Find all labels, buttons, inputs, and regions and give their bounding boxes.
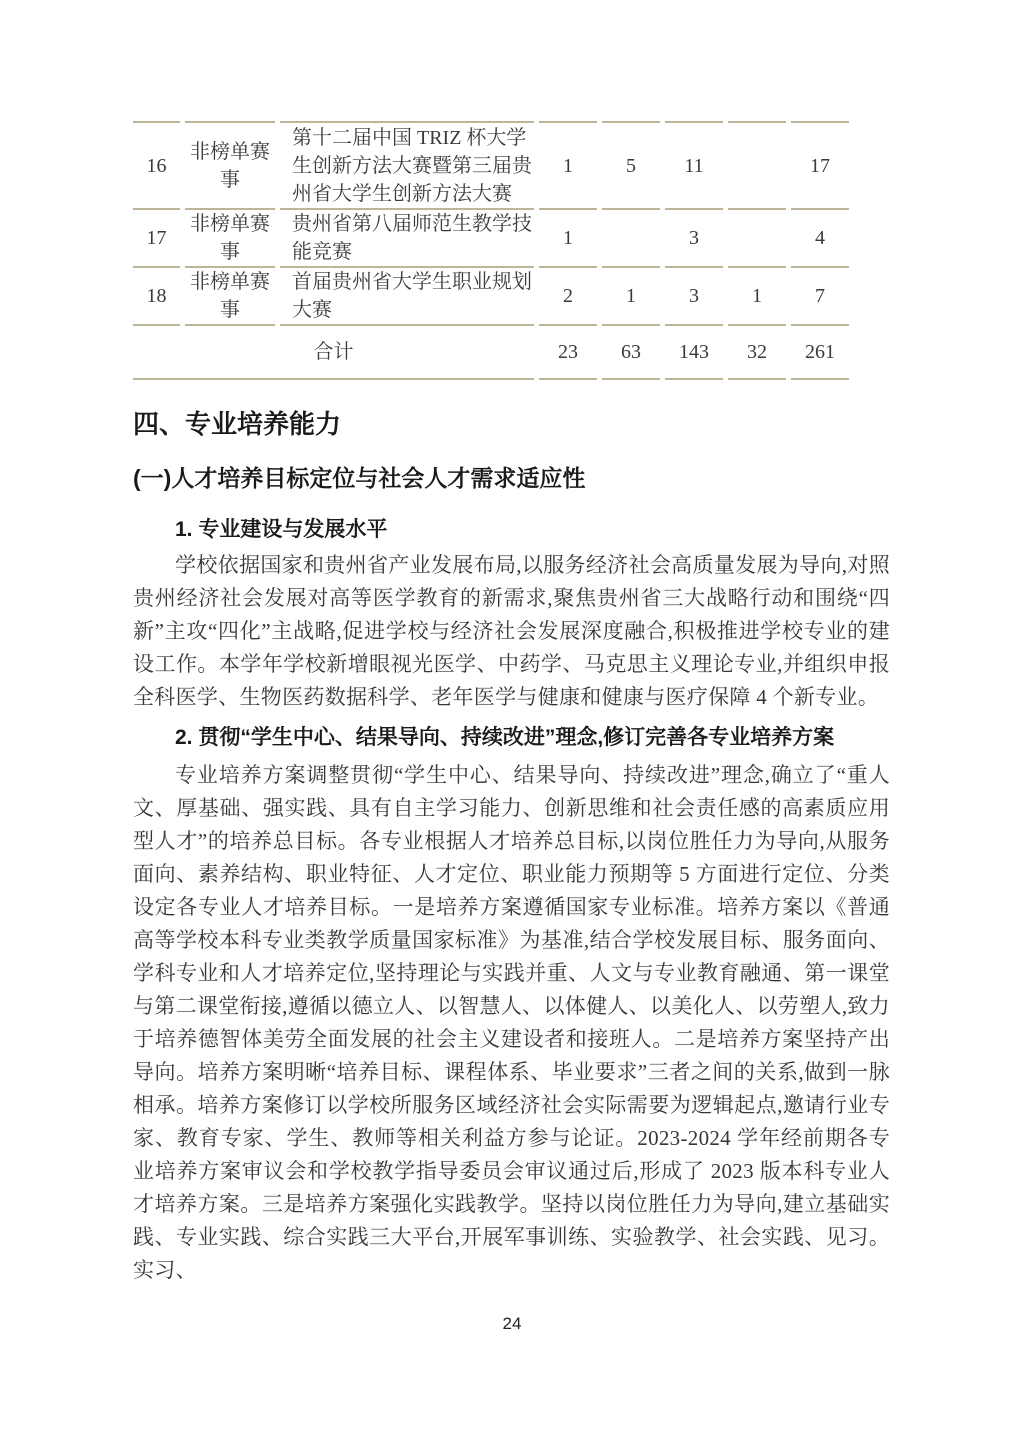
paragraph-2: 专业培养方案调整贯彻“学生中心、结果导向、持续改进”理念,确立了“重人文、厚基础、强实践、具有自主学习能力、创新思维和社会责任感的高素质应用型人才”的培养总目标。各专业根据人才培养总目标,以岗位胜任力为导向,从服务面向、素养结构、职业特征、人才定位、职业能力预期等 5 方面进行定位、分类设定各专业人才培养目标。一是培养方案遵循国家专业标准。培养方案以《普通高等学校本科专业类教学质量国家标准》为基准,结合学校发展目标、服务面向、学科专业和人才培养定位,坚持理论与实践并重、人文与专业教育融通、第一课堂与第二课堂衔接,遵循以德立人、以智慧人、以体健人、以美化人、以劳塑人,致力于培养德智体美劳全面发展的社会主义建设者和接班人。二是培养方案坚持产出导向。培养方案明晰“培养目标、课程体系、毕业要求”三者之间的关系,做到一脉相承。培养方案修订以学校所服务区域经济社会实际需要为逻辑起点,邀请行业专家、教育专家、学生、教师等相关利益方参与论证。2023-2024 学年经前期各专业培养方案审议会和学校教学指导委员会审议通过后,形成了 2023 版本科专业人才培养方案。三是培养方案强化实践教学。坚持以岗位胜任力为导向,建立基础实践、专业实践、综合实践三大平台,开展军事训练、实验教学、社会实践、见习。实习、 bbox=[133, 763, 890, 1282]
cell-value: 1 bbox=[539, 121, 597, 210]
cell-value: 5 bbox=[602, 121, 660, 210]
cell-competition-name: 第十二届中国 TRIZ 杯大学生创新方法大赛暨第三届贵州省大学生创新方法大赛 bbox=[280, 121, 534, 210]
table-row bbox=[133, 210, 849, 268]
cell-competition-name: 贵州省第八届师范生教学技能竞赛 bbox=[280, 210, 534, 268]
cell-value: 1 bbox=[602, 268, 660, 326]
section-heading-level1: 四、专业培养能力 bbox=[133, 409, 342, 439]
cell-value bbox=[728, 121, 786, 210]
cell-value bbox=[728, 210, 786, 268]
cell-category: 非榜单赛事 bbox=[185, 210, 275, 268]
cell-value: 1 bbox=[539, 210, 597, 268]
subsection-heading-2: 2. 贯彻“学生中心、结果导向、持续改进”理念,修订完善各专业培养方案 bbox=[175, 726, 835, 749]
cell-value: 7 bbox=[791, 268, 849, 326]
cell-total-value: 23 bbox=[539, 326, 597, 380]
subsection-heading-1: 1. 专业建设与发展水平 bbox=[175, 518, 388, 541]
page-number: 24 bbox=[502, 1314, 522, 1333]
paragraph-1: 学校依据国家和贵州省产业发展布局,以服务经济社会高质量发展为导向,对照贵州经济社会发展对高等医学教育的新需求,聚焦贵州省三大战略行动和围绕“四新”主攻“四化”主战略,促进学校与经济社会发展深度融合,积极推进学校专业的建设工作。本学年学校新增眼视光医学、中药学、马克思主义理论专业,并组织申报全科医学、生物医药数据科学、老年医学与健康和健康与医疗保障 4 个新专业。 bbox=[133, 553, 890, 709]
cell-total-value: 32 bbox=[728, 326, 786, 380]
table-row bbox=[133, 268, 849, 326]
cell-total-value: 143 bbox=[665, 326, 723, 380]
cell-row-number: 18 bbox=[133, 268, 180, 326]
cell-total-value: 63 bbox=[602, 326, 660, 380]
cell-row-number: 17 bbox=[133, 210, 180, 268]
cell-total-value: 261 bbox=[791, 326, 849, 380]
competition-results-table bbox=[128, 121, 854, 380]
cell-row-number: 16 bbox=[133, 121, 180, 210]
section-heading-level2: (一)人才培养目标定位与社会人才需求适应性 bbox=[133, 465, 586, 491]
cell-value bbox=[602, 210, 660, 268]
cell-total-label: 合计 bbox=[133, 326, 534, 380]
cell-value: 3 bbox=[665, 210, 723, 268]
cell-category: 非榜单赛事 bbox=[185, 268, 275, 326]
table-row bbox=[133, 121, 849, 210]
cell-category: 非榜单赛事 bbox=[185, 121, 275, 210]
cell-value: 2 bbox=[539, 268, 597, 326]
cell-value: 3 bbox=[665, 268, 723, 326]
cell-value: 4 bbox=[791, 210, 849, 268]
table-total-row bbox=[133, 326, 849, 380]
cell-value: 1 bbox=[728, 268, 786, 326]
cell-competition-name: 首届贵州省大学生职业规划大赛 bbox=[280, 268, 534, 326]
cell-value: 11 bbox=[665, 121, 723, 210]
cell-value: 17 bbox=[791, 121, 849, 210]
page-content bbox=[133, 121, 890, 1287]
